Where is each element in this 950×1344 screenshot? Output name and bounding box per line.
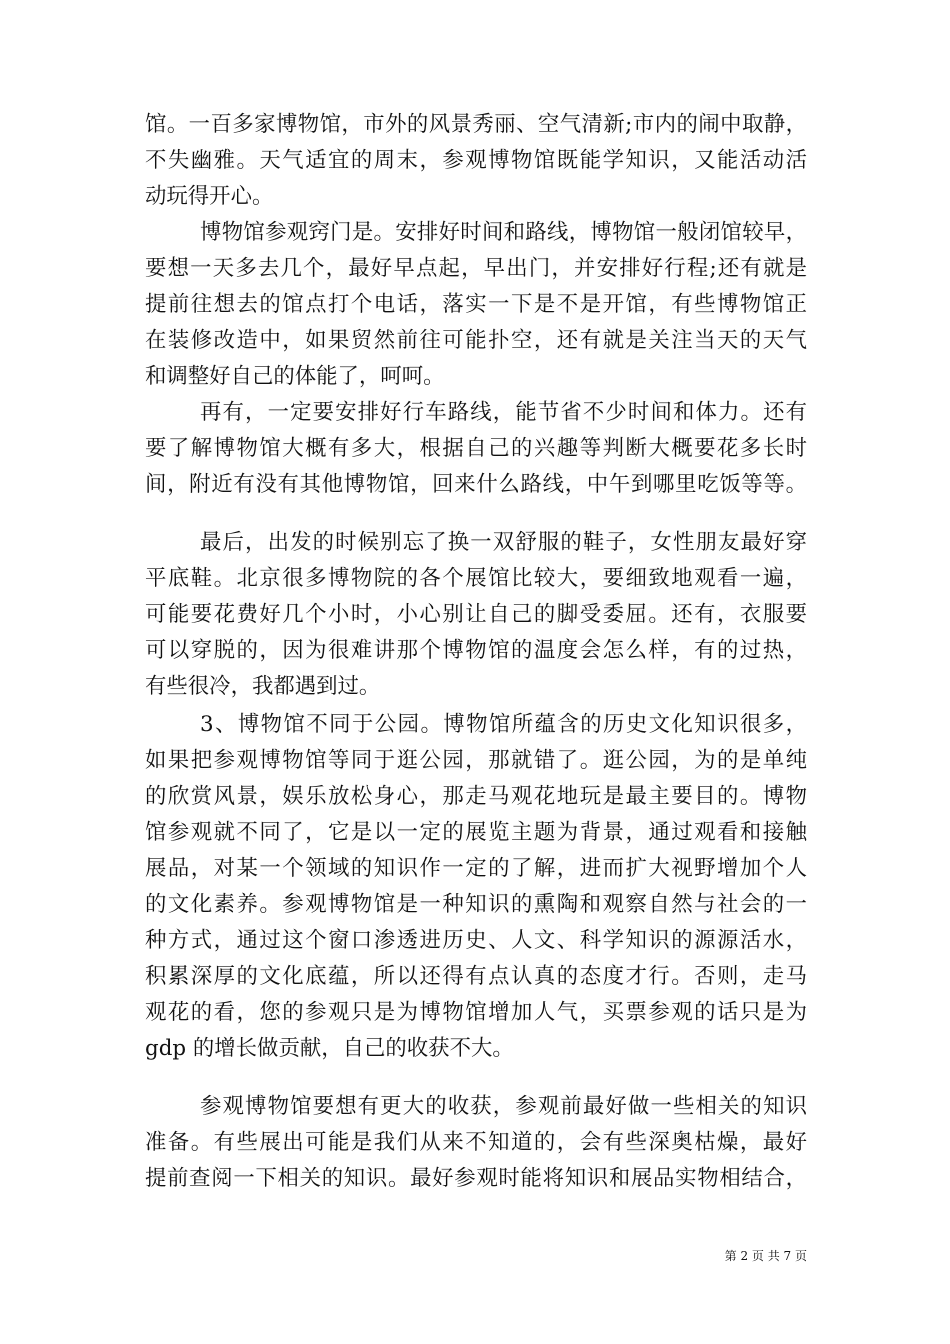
paragraph-5-line-1: 3、博物馆不同于公园。博物馆所蕴含的历史文化知识很多，: [200, 712, 807, 737]
paragraph-1-line-3: 动玩得开心。: [145, 184, 274, 209]
paragraph-4-line-5: 有些很冷，我都遇到过。: [145, 674, 381, 699]
paragraph-6-line-2: 准备。有些展出可能是我们从来不知道的，会有些深奥枯燥，最好: [145, 1130, 807, 1155]
page-number: 第 2 页 共 7 页: [724, 1249, 807, 1263]
paragraph-5-line-10: gdp 的增长做贡献，自己的收获不大。: [145, 1036, 514, 1061]
paragraph-4-line-2: 平底鞋。北京很多博物院的各个展馆比较大，要细致地观看一遍，: [145, 566, 807, 591]
paragraph-5-line-3: 的欣赏风景，娱乐放松身心，那走马观花地玩是最主要目的。博物: [145, 784, 807, 809]
paragraph-2-line-2: 要想一天多去几个，最好早点起，早出门，并安排好行程;还有就是: [145, 256, 807, 281]
paragraph-3-line-3: 间，附近有没有其他博物馆，回来什么路线，中午到哪里吃饭等等。: [145, 472, 807, 497]
paragraph-2-line-1: 博物馆参观窍门是。安排好时间和路线，博物馆一般闭馆较早，: [200, 220, 807, 245]
paragraph-5-line-9: 观花的看，您的参观只是为博物馆增加人气，买票参观的话只是为: [145, 1000, 807, 1025]
paragraph-5-line-7: 种方式，通过这个窗口渗透进历史、人文、科学知识的源源活水，: [145, 928, 807, 953]
paragraph-1-line-1: 馆。一百多家博物馆，市外的风景秀丽、空气清新;市内的闹中取静，: [145, 112, 807, 137]
paragraph-3-line-1: 再有，一定要安排好行车路线，能节省不少时间和体力。还有: [200, 400, 807, 425]
paragraph-6-line-1: 参观博物馆要想有更大的收获，参观前最好做一些相关的知识: [200, 1094, 807, 1119]
paragraph-4-line-3: 可能要花费好几个小时，小心别让自己的脚受委屈。还有，衣服要: [145, 602, 807, 627]
paragraph-3-line-2: 要了解博物馆大概有多大，根据自己的兴趣等判断大概要花多长时: [145, 436, 807, 461]
paragraph-5-line-6: 的文化素养。参观博物馆是一种知识的熏陶和观察自然与社会的一: [145, 892, 807, 917]
paragraph-4-line-1: 最后，出发的时候别忘了换一双舒服的鞋子，女性朋友最好穿: [200, 530, 807, 555]
paragraph-5-line-4: 馆参观就不同了，它是以一定的展览主题为背景，通过观看和接触: [145, 820, 807, 845]
paragraph-2-line-3: 提前往想去的馆点打个电话，落实一下是不是开馆，有些博物馆正: [145, 292, 807, 317]
paragraph-2-line-5: 和调整好自己的体能了，呵呵。: [145, 364, 445, 389]
paragraph-4-line-4: 可以穿脱的，因为很难讲那个博物馆的温度会怎么样，有的过热，: [145, 638, 807, 663]
paragraph-5-line-2: 如果把参观博物馆等同于逛公园，那就错了。逛公园，为的是单纯: [145, 748, 807, 773]
paragraph-5-line-5: 展品，对某一个领域的知识作一定的了解，进而扩大视野增加个人: [145, 856, 807, 881]
paragraph-5-line-8: 积累深厚的文化底蕴，所以还得有点认真的态度才行。否则，走马: [145, 964, 807, 989]
paragraph-6-line-3: 提前查阅一下相关的知识。最好参观时能将知识和展品实物相结合，: [145, 1166, 807, 1191]
paragraph-2-line-4: 在装修改造中，如果贸然前往可能扑空，还有就是关注当天的天气: [145, 328, 807, 353]
paragraph-1-line-2: 不失幽雅。天气适宜的周末，参观博物馆既能学知识，又能活动活: [145, 148, 807, 173]
